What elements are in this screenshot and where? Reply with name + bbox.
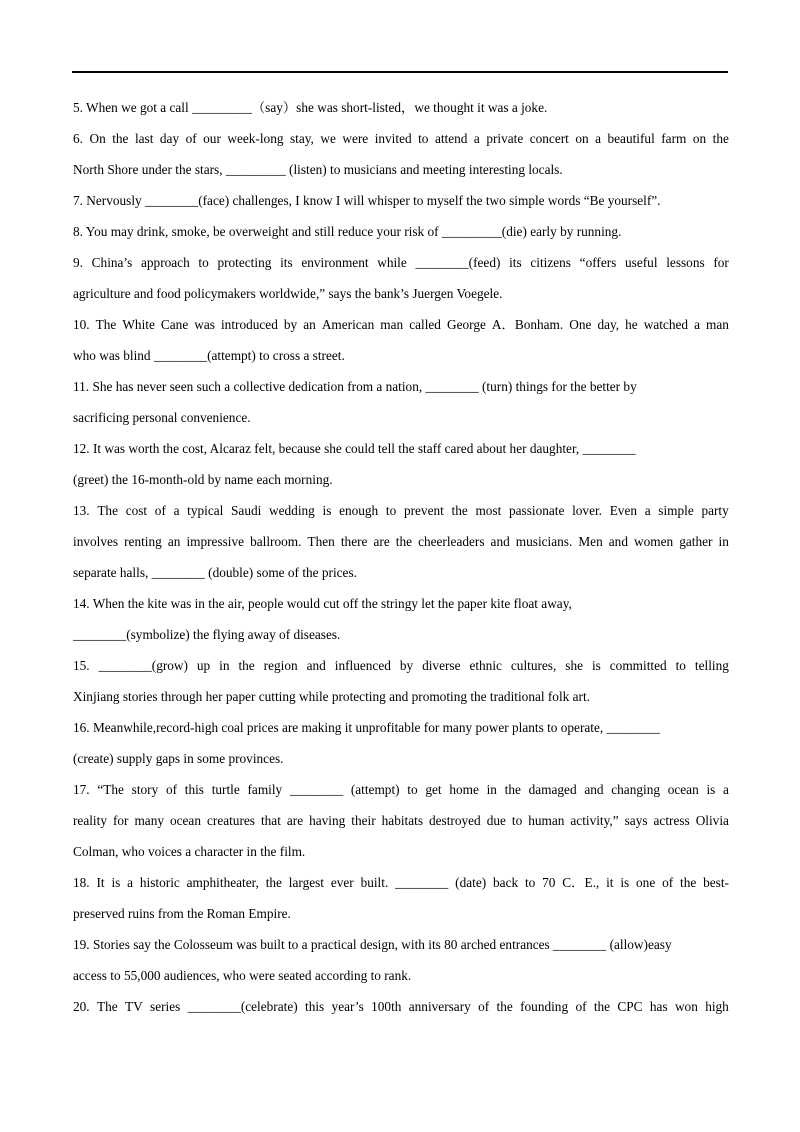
question-line: 11. She has never seen such a collective dedication from a nation, ________ (turn) things for the better by [73, 379, 637, 394]
question-line: involves renting an impressive ballroom. Then there are the cheerleaders and musicians. Men and women gather in [73, 534, 729, 549]
question-line: 8. You may drink, smoke, be overweight and still reduce your risk of _________(die) early by running. [73, 224, 622, 239]
question-item [73, 774, 729, 867]
question-line: 18. It is a historic amphitheater, the largest ever built. ________ (date) back to 70 C．E., it is one of the best- [73, 875, 729, 890]
question-item [73, 371, 729, 433]
question-item [73, 929, 729, 991]
header-rule [72, 71, 728, 73]
question-line: 20. The TV series ________(celebrate) this year’s 100th anniversary of the founding of the CPC has won high [73, 999, 729, 1014]
question-list [73, 92, 729, 1022]
question-line: 12. It was worth the cost, Alcaraz felt, because she could tell the staff cared about her daughter, ________ [73, 441, 636, 456]
question-line: North Shore under the stars, _________ (listen) to musicians and meeting interesting locals. [73, 162, 563, 177]
question-item [73, 123, 729, 185]
question-item [73, 650, 729, 712]
question-item [73, 991, 729, 1022]
question-item [73, 185, 729, 216]
question-line: Colman, who voices a character in the film. [73, 844, 306, 859]
question-line: reality for many ocean creatures that are having their habitats destroyed due to human activity,” says actress Olivia [73, 813, 729, 828]
question-line: separate halls, ________ (double) some of the prices. [73, 565, 357, 580]
question-line: 13. The cost of a typical Saudi wedding is enough to prevent the most passionate lover. Even a simple party [73, 503, 729, 518]
question-item [73, 588, 729, 650]
question-line: 15. ________(grow) up in the region and influenced by diverse ethnic cultures, she is committed to telling [73, 658, 729, 673]
question-line: 6. On the last day of our week-long stay, we were invited to attend a private concert on a beautiful farm on the [73, 131, 729, 146]
question-item [73, 247, 729, 309]
question-line: 7. Nervously ________(face) challenges, I know I will whisper to myself the two simple words “Be yourself”. [73, 193, 661, 208]
question-line: (create) supply gaps in some provinces. [73, 751, 284, 766]
question-line: 10. The White Cane was introduced by an American man called George A．Bonham. One day, he watched a man [73, 317, 729, 332]
question-line: access to 55,000 audiences, who were seated according to rank. [73, 968, 412, 983]
question-item [73, 433, 729, 495]
question-line: (greet) the 16-month-old by name each morning. [73, 472, 333, 487]
question-line: ________(symbolize) the flying away of diseases. [73, 627, 341, 642]
question-line: 19. Stories say the Colosseum was built to a practical design, with its 80 arched entrances ________ (allow)easy [73, 937, 672, 952]
question-line: preserved ruins from the Roman Empire. [73, 906, 291, 921]
question-line: 5. When we got a call _________（say）she was short-listed，we thought it was a joke. [73, 100, 548, 115]
question-item [73, 216, 729, 247]
question-item [73, 712, 729, 774]
question-line: who was blind ________(attempt) to cross a street. [73, 348, 345, 363]
question-line: 9. China’s approach to protecting its environment while ________(feed) its citizens “offers useful lessons for [73, 255, 729, 270]
question-item [73, 495, 729, 588]
question-line: Xinjiang stories through her paper cutting while protecting and promoting the traditional folk art. [73, 689, 590, 704]
question-line: sacrificing personal convenience. [73, 410, 251, 425]
question-item [73, 92, 729, 123]
question-line: 14. When the kite was in the air, people would cut off the stringy let the paper kite float away, [73, 596, 572, 611]
question-line: agriculture and food policymakers worldwide,” says the bank’s Juergen Voegele. [73, 286, 503, 301]
question-item [73, 309, 729, 371]
question-line: 16. Meanwhile,record-high coal prices are making it unprofitable for many power plants to operate, ________ [73, 720, 660, 735]
question-item [73, 867, 729, 929]
question-line: 17. “The story of this turtle family ________ (attempt) to get home in the damaged and changing ocean is a [73, 782, 729, 797]
